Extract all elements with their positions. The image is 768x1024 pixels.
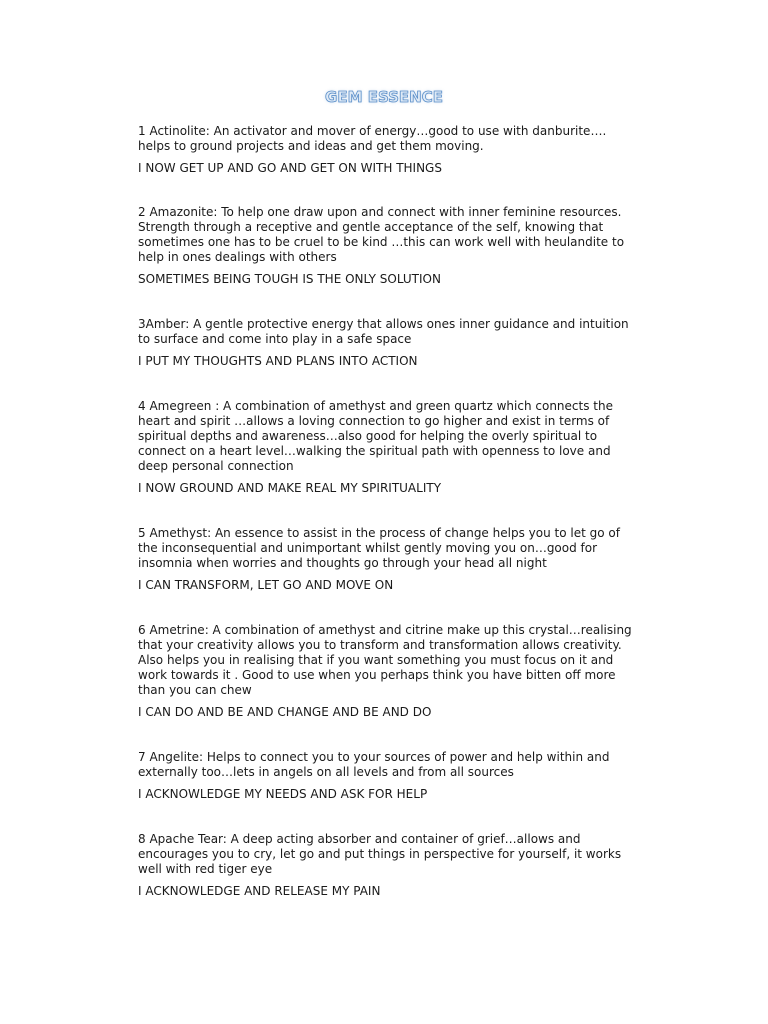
gem-affirmation: SOMETIMES BEING TOUGH IS THE ONLY SOLUTION <box>138 272 441 286</box>
gem-description: 8 Apache Tear: A deep acting absorber and container of grief…allows and encourages you to cry, let go and put things in perspective for yourself, it works well with red tiger eye <box>138 832 622 876</box>
gem-affirmation: I ACKNOWLEDGE MY NEEDS AND ASK FOR HELP <box>138 787 428 801</box>
gem-description: 6 Ametrine: A combination of amethyst and citrine make up this crystal…realising that your creativity allows you to transform and transformation allows creativity. Also helps you in realising that if you want something you must focus on it and work towards it . Good to use when you perhaps think you have bitten off more than you can chew <box>138 623 632 697</box>
gem-entry <box>138 832 638 899</box>
gem-description: 7 Angelite: Helps to connect you to your sources of power and help within and externally too…lets in angels on all levels and from all sources <box>138 750 610 779</box>
gem-affirmation: I PUT MY THOUGHTS AND PLANS INTO ACTION <box>138 354 418 368</box>
gem-affirmation: I CAN TRANSFORM, LET GO AND MOVE ON <box>138 578 394 592</box>
gem-entry <box>138 205 638 287</box>
gem-affirmation: I CAN DO AND BE AND CHANGE AND BE AND DO <box>138 705 432 719</box>
gem-entry <box>138 526 638 593</box>
gem-description: 1 Actinolite: An activator and mover of energy…good to use with danburite…. helps to ground projects and ideas and get them moving. <box>138 124 607 153</box>
gem-affirmation: I NOW GROUND AND MAKE REAL MY SPIRITUALITY <box>138 481 442 495</box>
gem-entry <box>138 399 638 496</box>
gem-affirmation: I ACKNOWLEDGE AND RELEASE MY PAIN <box>138 884 381 898</box>
gem-description: 4 Amegreen : A combination of amethyst and green quartz which connects the heart and spirit …allows a loving connection to go higher and exist in terms of spiritual depths and awareness…also good for helping the overly spiritual to connect on a heart level…walking the spiritual path with openness to love and deep personal connection <box>138 399 613 473</box>
document-title: GEM ESSENCE <box>325 88 443 106</box>
gem-entry <box>138 124 638 176</box>
gem-entry <box>138 750 638 802</box>
gem-entry <box>138 623 638 720</box>
document-body <box>138 124 638 899</box>
gem-description: 2 Amazonite: To help one draw upon and connect with inner feminine resources. Strength through a receptive and gentle acceptance of the self, knowing that sometimes one has to be cruel to be kind …this can work well with heulandite to help in ones dealings with others <box>138 205 625 264</box>
gem-entry <box>138 317 638 369</box>
gem-description: 5 Amethyst: An essence to assist in the process of change helps you to let go of the inconsequential and unimportant whilst gently moving you on…good for insomnia when worries and thoughts go through your head all night <box>138 526 620 570</box>
gem-affirmation: I NOW GET UP AND GO AND GET ON WITH THINGS <box>138 161 442 175</box>
gem-description: 3Amber: A gentle protective energy that allows ones inner guidance and intuition to surface and come into play in a safe space <box>138 317 629 346</box>
